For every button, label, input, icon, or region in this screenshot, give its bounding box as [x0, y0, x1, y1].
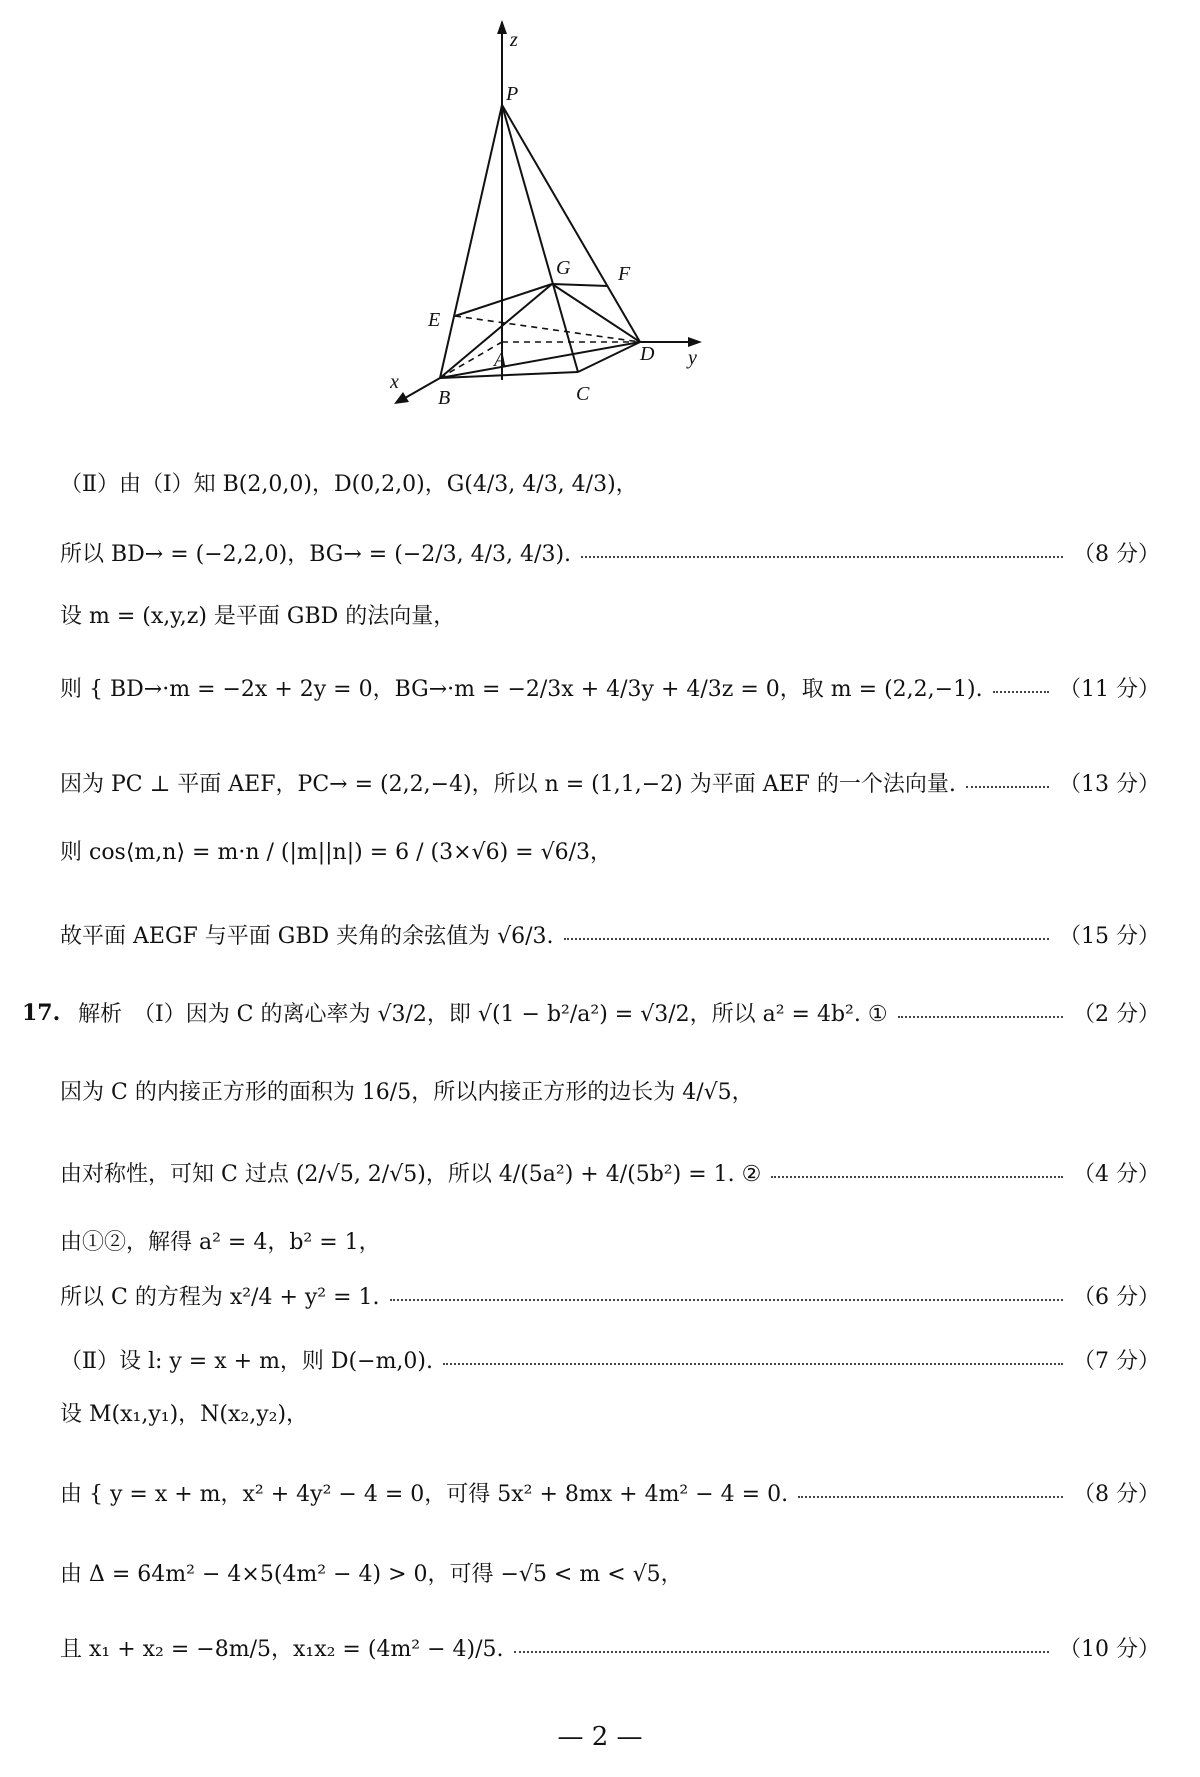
solution-line: 所以 C 的方程为 x²/4 + y² = 1. （6 分） — [60, 1283, 1160, 1313]
dot-leader — [993, 691, 1049, 693]
solution-line: 且 x₁ + x₂ = −8m/5，x₁x₂ = (4m² − 4)/5. （10 分） — [60, 1635, 1160, 1665]
solution-line: 由对称性，可知 C 过点 (2/√5, 2/√5)，所以 4/(5a²) + 4/(5b²) = 1. ② （4 分） — [60, 1160, 1160, 1190]
label-B: B — [438, 387, 451, 409]
question-number: 17. — [22, 1000, 61, 1026]
label-A: A — [494, 349, 507, 371]
score-label: （2 分） — [1073, 1002, 1160, 1027]
label-z: z — [510, 29, 518, 51]
label-F: F — [618, 263, 631, 285]
dot-leader — [443, 1363, 1063, 1365]
score-label: （15 分） — [1059, 924, 1160, 949]
score-label: （8 分） — [1073, 542, 1160, 567]
score-label: （10 分） — [1059, 1637, 1160, 1662]
label-E: E — [428, 309, 441, 331]
dot-leader — [581, 556, 1063, 558]
label-P: P — [506, 83, 519, 105]
dot-leader — [771, 1176, 1063, 1178]
solution-line: 所以 BD→ = (−2,2,0)，BG→ = (−2/3, 4/3, 4/3). （8 分） — [60, 540, 1160, 570]
score-label: （13 分） — [1059, 772, 1160, 797]
solution-line: 因为 PC ⊥ 平面 AEF，PC→ = (2,2,−4)，所以 n = (1,1,−2) 为平面 AEF 的一个法向量. （13 分） — [60, 770, 1160, 800]
solution-line: （Ⅱ）设 l: y = x + m，则 D(−m,0). （7 分） — [60, 1347, 1160, 1377]
solution-line: 则 { BD→·m = −2x + 2y = 0，BG→·m = −2/3x + 4/3y + 4/3z = 0，取 m = (2,2,−1). （11 分） — [60, 675, 1160, 705]
label-y: y — [688, 347, 697, 369]
solution-line: 设 M(x₁,y₁)，N(x₂,y₂)， — [60, 1402, 309, 1427]
dot-leader — [390, 1299, 1063, 1301]
solution-line: 由①②，解得 a² = 4，b² = 1， — [60, 1230, 381, 1255]
label-x: x — [390, 371, 399, 393]
score-label: （6 分） — [1073, 1285, 1160, 1310]
label-C: C — [576, 383, 590, 405]
dot-leader — [564, 938, 1049, 940]
dot-leader — [898, 1016, 1063, 1018]
score-label: （11 分） — [1059, 677, 1160, 702]
score-label: （4 分） — [1073, 1162, 1160, 1187]
dot-leader — [966, 786, 1049, 788]
label-G: G — [556, 257, 571, 279]
dot-leader — [514, 1651, 1049, 1653]
score-label: （7 分） — [1073, 1349, 1160, 1374]
solution-line: 由 Δ = 64m² − 4×5(4m² − 4) > 0，可得 −√5 < m < √5， — [60, 1562, 683, 1587]
solution-line: （Ⅱ）由（Ⅰ）知 B(2,0,0)，D(0,2,0)，G(4/3, 4/3, 4/3)， — [60, 472, 638, 497]
score-label: （8 分） — [1073, 1482, 1160, 1507]
solution-line: 解析 （Ⅰ）因为 C 的离心率为 √3/2，即 √(1 − b²/a²) = √3/2，所以 a² = 4b². ① （2 分） — [78, 1000, 1160, 1030]
label-D: D — [640, 343, 655, 365]
solution-line: 故平面 AEGF 与平面 GBD 夹角的余弦值为 √6/3. （15 分） — [60, 922, 1160, 952]
solution-line: 设 m = (x,y,z) 是平面 GBD 的法向量， — [60, 604, 456, 629]
page-number: — 2 — — [557, 1722, 643, 1752]
dot-leader — [798, 1496, 1063, 1498]
solution-line: 则 cos⟨m,n⟩ = m·n / (|m||n|) = 6 / (3×√6) = √6/3， — [60, 840, 612, 865]
solution-line: 由 { y = x + m，x² + 4y² − 4 = 0，可得 5x² + 8mx + 4m² − 4 = 0. （8 分） — [60, 1480, 1160, 1510]
solution-line: 因为 C 的内接正方形的面积为 16/5，所以内接正方形的边长为 4/√5， — [60, 1080, 754, 1105]
pyramid-figure — [390, 10, 810, 450]
